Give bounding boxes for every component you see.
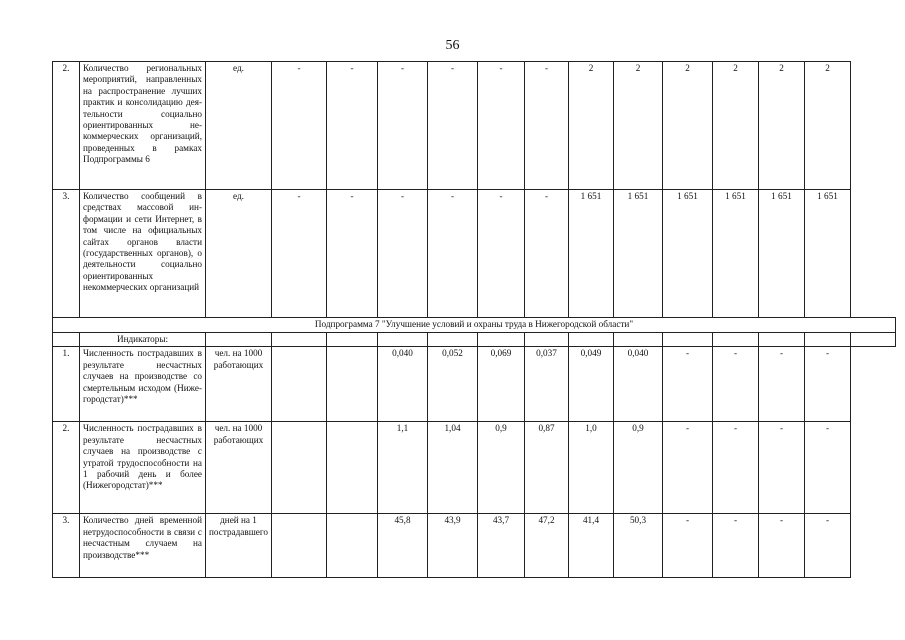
indicator-description: Количество сообщений в средствах массовой информации и сети Интернет, в том числе на официальных сайтах органов власти (государственных органов), о деятельности социально ориентированных некоммерческих организаций <box>80 190 206 318</box>
value-cell: 0,052 <box>428 347 478 422</box>
value-cell: - <box>272 190 327 318</box>
value-cell: 1 651 <box>713 190 759 318</box>
value-cell: - <box>759 514 805 578</box>
value-cell: 1,04 <box>428 422 478 514</box>
value-cell <box>327 514 378 578</box>
value-cell: 1 651 <box>614 190 663 318</box>
value-cell: 41,4 <box>569 514 614 578</box>
value-cell: 0,040 <box>614 347 663 422</box>
indicators-num-cell <box>53 333 80 347</box>
value-cell: 1 651 <box>663 190 713 318</box>
row-number: 3. <box>53 190 80 318</box>
value-cell: - <box>663 514 713 578</box>
table-row <box>53 347 896 422</box>
value-cell: - <box>759 347 805 422</box>
table-body-bottom <box>53 347 896 578</box>
value-cell: 2 <box>759 62 805 190</box>
value-cell <box>272 422 327 514</box>
value-cell: - <box>663 422 713 514</box>
value-cell: - <box>378 62 428 190</box>
value-cell: 0,87 <box>525 422 569 514</box>
table-row <box>53 514 896 578</box>
value-cell: - <box>759 422 805 514</box>
value-cell: - <box>663 347 713 422</box>
value-cell: 2 <box>614 62 663 190</box>
indicators-table <box>52 61 896 578</box>
value-cell: - <box>478 62 525 190</box>
unit-of-measure: чел. на 1000 работающих <box>206 422 272 514</box>
value-cell: 43,9 <box>428 514 478 578</box>
indicator-description: Численность пострадавших в результате несчастных случаев на производстве со смертельным исходом (Нижегородстат)*** <box>80 347 206 422</box>
value-cell: 47,2 <box>525 514 569 578</box>
value-cell <box>272 347 327 422</box>
table-row <box>53 62 896 190</box>
value-cell: - <box>713 347 759 422</box>
table-row <box>53 190 896 318</box>
page-number: 56 <box>445 38 460 53</box>
value-cell: - <box>713 422 759 514</box>
value-cell: 0,040 <box>378 347 428 422</box>
value-cell: 2 <box>663 62 713 190</box>
value-cell: - <box>478 190 525 318</box>
value-cell: 0,049 <box>569 347 614 422</box>
unit-of-measure: дней на 1 пострадавшего <box>206 514 272 578</box>
value-cell: 1 651 <box>759 190 805 318</box>
unit-of-measure: чел. на 1000 работающих <box>206 347 272 422</box>
value-cell: 45,8 <box>378 514 428 578</box>
value-cell: - <box>327 62 378 190</box>
table-body-top <box>53 62 896 318</box>
row-number: 3. <box>53 514 80 578</box>
value-cell: 43,7 <box>478 514 525 578</box>
value-cell: 0,069 <box>478 347 525 422</box>
unit-of-measure: ед. <box>206 62 272 190</box>
section-title-row <box>53 318 896 333</box>
value-cell <box>272 514 327 578</box>
section-title: Подпрограмма 7 "Улучшение условий и охраны труда в Нижегородской области" <box>53 318 896 333</box>
value-cell: 0,9 <box>478 422 525 514</box>
value-cell: 0,037 <box>525 347 569 422</box>
row-number: 2. <box>53 422 80 514</box>
value-cell: 1 651 <box>569 190 614 318</box>
indicators-label: Индикаторы: <box>80 333 206 347</box>
indicator-description: Количество дней временной нетрудоспособности в связи с несчастным случаем на производстве*** <box>80 514 206 578</box>
value-cell: - <box>378 190 428 318</box>
value-cell: - <box>805 422 851 514</box>
value-cell: 2 <box>713 62 759 190</box>
indicator-description: Количество региональных мероприятий, направленных на распространение лучших практик и консолидацию деятельности социально ориентированных некоммерческих организаций, проведенных в рамках Подпрограммы 6 <box>80 62 206 190</box>
section-header <box>53 318 896 347</box>
value-cell: 1,1 <box>378 422 428 514</box>
indicators-label-row <box>53 333 896 347</box>
table-row <box>53 422 896 514</box>
value-cell <box>327 347 378 422</box>
value-cell: - <box>805 514 851 578</box>
indicator-description: Численность пострадавших в результате несчастных случаев на производстве с утратой трудоспособности на 1 рабочий день и более (Нижегородстат)*** <box>80 422 206 514</box>
value-cell: 50,3 <box>614 514 663 578</box>
value-cell: - <box>805 347 851 422</box>
value-cell: - <box>272 62 327 190</box>
value-cell: - <box>525 190 569 318</box>
value-cell: - <box>327 190 378 318</box>
value-cell: 0,9 <box>614 422 663 514</box>
value-cell: - <box>713 514 759 578</box>
value-cell: 1 651 <box>805 190 851 318</box>
value-cell: - <box>428 62 478 190</box>
value-cell: - <box>525 62 569 190</box>
value-cell: 2 <box>805 62 851 190</box>
row-number: 1. <box>53 347 80 422</box>
row-number: 2. <box>53 62 80 190</box>
value-cell <box>327 422 378 514</box>
value-cell: - <box>428 190 478 318</box>
value-cell: 2 <box>569 62 614 190</box>
unit-of-measure: ед. <box>206 190 272 318</box>
value-cell: 1,0 <box>569 422 614 514</box>
